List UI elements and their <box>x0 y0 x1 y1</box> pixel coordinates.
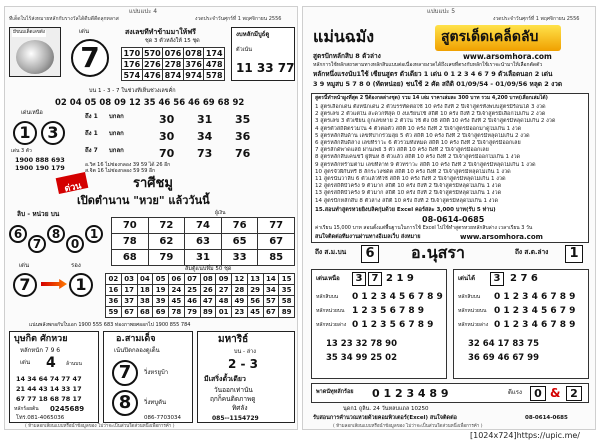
lc-box-2-value: 7 <box>371 273 379 284</box>
stats-item: 3 สูตรเลข 3 ตัวเซียน ถูกเลขหาย 2 ตัวใน ใช้ ตั้ง 08 สถิติ 10 ครั้ง ถึงที่ 2 ปีเจ้าสูตรมีหลุดไม่เกิน 2 งวด <box>315 118 556 125</box>
rc-l1: 32 64 17 83 75 <box>468 339 539 349</box>
tennis-circle-1 <box>13 273 37 297</box>
small-grid-cell: 89 <box>279 307 295 318</box>
stats-header: สูตรนี้ทำหน้าผูงที่สุด 2 ปีต้องกลล่างชุด) รวม 14 เล่ม ราคาเล่มละ 300 บาท รวม 4,200 บาท(เลือกเล่มได้) <box>315 95 548 101</box>
ten-row-label: ถึง 1 <box>85 130 98 137</box>
main-bubble: 6 <box>9 225 27 243</box>
big-table-header: ชุด 3 ตัวหลังให้ 15 ชุด <box>145 38 200 44</box>
col-row-key: หลักหน่วยบน <box>458 308 487 314</box>
col-row-value: 0 1 2 3 4 6 7 8 9 <box>494 320 576 330</box>
brand-right: สูตรเด็ดเคล็ดลับ <box>441 29 539 45</box>
dec-number: 7 <box>80 41 100 74</box>
b1-label2: หลักร้อยต้น <box>14 406 39 412</box>
big-table-cell: 278 <box>164 59 182 69</box>
intro-line-3: 3 9 หมูสบ 5 7 8 0 (ทัดหน่อย) ชนใช้ 2 ศัด สถิติ 01/09/54 - 01/09/56 หลุด 2 งวด <box>313 80 563 88</box>
right-mini-card <box>231 27 295 81</box>
right-url: www.arsomhora.com <box>463 52 552 61</box>
bottom-box-1 <box>9 331 99 423</box>
ten-row-val: 34 <box>197 130 213 143</box>
left-top-card <box>9 27 61 77</box>
small-grid-cell: 68 <box>137 307 153 318</box>
ten-row-val: 73 <box>197 147 213 160</box>
small-grid-cell: 39 <box>153 296 169 307</box>
main-table-cell: 78 <box>112 234 149 250</box>
author-name: อ.นุสรา <box>411 243 465 262</box>
digit-row: 02 04 05 08 09 12 35 46 56 46 69 68 92 <box>55 98 245 108</box>
lucky-sub: เด่น 3 ตัว <box>11 148 32 154</box>
small-grid <box>105 273 295 318</box>
big-table-row <box>122 48 225 59</box>
big-table-cell: 574 <box>123 70 141 80</box>
intro-line-2: หลักหนึ่งแรงนับ1ใช้ เซียนสูตร ตัวเดียว 1 เด่น 0 1 2 3 4 6 7 9 ตัวเลือดนอก 2 เด่น <box>313 70 553 78</box>
rasi-badge: ด่วน <box>63 181 83 195</box>
lucky-pair-2: 3 <box>47 123 59 142</box>
b3-text-1: วันออกเท่านัน <box>214 386 253 394</box>
left-top-card-title: มีขนมเด็ดเลขดัง <box>13 30 45 35</box>
ten-note-1: อ.วิศ 16 ไม่ช่องกลอง 39 59 ได้ 26 อีก <box>85 162 171 168</box>
stats-item: 8 สูตรหลักสิบเคนชวี ผู่หิ่นห 8 ตัวแล้ว สถิติ 10 ครั้ง ถึงที่ 2 ปีเจ้าสูตรมีออกไม่เกิน 1 งวด <box>315 154 521 161</box>
small-grid-cell: 19 <box>153 285 169 296</box>
stats-panel <box>311 93 589 243</box>
br-amp: & <box>550 386 561 400</box>
rasi-badge-wrap <box>56 172 89 194</box>
small-grid-cell: 47 <box>200 296 216 307</box>
left-page-label: แปบแปะ 4 <box>129 8 158 15</box>
right-url-2: www.arsomhora.com <box>460 233 543 241</box>
small-grid-cell: 37 <box>121 296 137 307</box>
b3-text-3: ทิศลัง <box>232 404 248 412</box>
dec-number-badge <box>71 39 109 77</box>
main-bubbles <box>9 221 109 261</box>
digit-row-title: บน 1 - 3 - 7 ในช่วงทีเห็นช่วงเลขคั่ก <box>89 88 176 94</box>
stats-item: 6 สูตรหลักสิบดีล่าง เลขที่ราวะ 6 ตัวรวมทั้งหมด สถิติ 10 ครั้ง ถึงที่ 2 ปีเจ้าสูตรมีออกเลย <box>315 140 521 146</box>
lc-rows <box>314 292 446 336</box>
b2-circle-2 <box>112 390 138 416</box>
b3-cap: มีเสริ่งตั้วเดียว <box>204 375 246 383</box>
ten-row <box>85 128 295 144</box>
dec-label: เด่น <box>79 28 90 35</box>
small-grid-cell: 69 <box>153 307 169 318</box>
ten-row-tag: บกลก <box>109 130 124 137</box>
small-grid-cell: 79 <box>184 307 200 318</box>
main-table-title: ส้มตู้แนบพึ่ม 50 ชุด <box>185 266 232 272</box>
ten-row-val: 76 <box>235 147 251 160</box>
b3-sub: บน - ล่าง <box>234 349 256 355</box>
lc-l2: 35 34 99 25 02 <box>326 353 397 363</box>
left-footer: ( ห้ามลอกเลียนแบบหรือนำข้อมูลของ ไม่ว่าจะเป็นส่วนใดส่วนหนึ่งเพื่อการค้า ) <box>25 424 175 429</box>
left-header-right: งวดประจำวันศุกร์ที่ 1 พฤศจิกายน 2556 <box>195 16 282 22</box>
stats-item: 10 สูตรจั่วฝีกันทรี 8 ลักระวงซด้ต สถิติ 10 ครั้ง ถึงที่ 2 ปีเจ้าสูตรมีหลุดไม่เกิน 1 งวด <box>315 168 511 175</box>
col-row-key: หลักสิบบน <box>316 294 339 300</box>
main-table-cell: 77 <box>258 218 295 234</box>
right-mini-title: งบหลักมีบูธ์ดู <box>236 31 270 38</box>
stats-item: 4 สูตรตัวสถิดิตรวมใน 4 ตัวต่อตัว สถิติ 10 ครั้ง ถึงที่ 2 ปีเจ้าสูตรมีออกมาดูไม่เกิน 1 งวด <box>315 125 522 132</box>
stats-item: 9 สูตรหลักทรำมต่าม เลขที่ลาท 9 ตัวทราวะ สถิติ 10 ครั้ง ถึงที่ 2 ปีเจ้าสูตรมีหลุดไม่เกิน 1 งวด <box>315 161 536 168</box>
right-footer: ( ห้ามลอกเลียนแบบหรือนำข้อมูลของ ไม่ว่าจะเป็นส่วนใดส่วนหนึ่งเพื่อการค้า ) <box>333 424 483 429</box>
rc-box-value: 3 <box>493 273 501 284</box>
small-grid-cell: 27 <box>216 285 232 296</box>
price-line: ค่าเรียน 15,000 บาท สอนตั้งแต่พื้นฐานในการใช้ Excel ไปใช้ทำสูตรหวยหลักสิบล่าง เวลาเรียน 3 วัน <box>315 225 533 231</box>
big-table-cell: 170 <box>123 48 141 58</box>
rc-label: เด่นได้ <box>458 275 475 282</box>
stats-item: 2 สูตรเลข 2 ตัวแต่ใน สะดวกที่สุด 0 งบเรียนใช้ สถิติ 10 ครั้ง ถึงที่ 2 ปีเจ้าสูตรมีเลือกไม่เกิน 2 งวด <box>315 111 546 118</box>
author-label-left: ถึง ส.ม.บน <box>315 248 347 256</box>
small-grid-cell: 48 <box>216 296 232 307</box>
main-table-cell: 85 <box>258 250 295 266</box>
small-grid-cell: 36 <box>106 296 122 307</box>
b1-sub: ล้านบน <box>66 361 82 367</box>
rc-l2: 36 69 46 67 99 <box>468 353 539 363</box>
small-grid-cell: 59 <box>106 307 122 318</box>
col-row <box>456 306 588 319</box>
b1-row-1: 14 34 64 74 77 47 <box>16 375 82 383</box>
big-table-cell: 570 <box>144 48 161 58</box>
lc-after: 2 1 9 <box>386 273 414 284</box>
ten-row-tag: บกลก <box>109 147 124 154</box>
right-page-label: แปบแปะ 5 <box>427 8 456 15</box>
small-grid-cell: 45 <box>247 307 263 318</box>
b3-text-2: ฤกก็คนติดภาพดู <box>210 395 256 403</box>
main-table-row <box>112 218 295 234</box>
rasi-sub: เปิดตำนาน "หวย" แล้ววันนี้ <box>77 194 210 207</box>
small-grid-cell: 78 <box>169 307 185 318</box>
small-grid-row <box>106 307 295 318</box>
small-grid-cell: 13 <box>247 274 263 285</box>
small-grid-cell: 08 <box>200 274 216 285</box>
order-tel: 08-0614-0685 <box>422 215 485 224</box>
bottom-tel: 08-0614-0685 <box>525 415 568 421</box>
stats-list <box>315 104 587 204</box>
b2-l1: วิ่งหรยูบ้า <box>144 369 169 376</box>
big-table-cell: 578 <box>205 70 223 80</box>
big-table-cell: 176 <box>123 59 141 69</box>
rasi-title: ราศีชมู <box>133 176 173 191</box>
tennis-arrow <box>41 279 67 289</box>
small-grid-cell: 67 <box>121 307 137 318</box>
small-grid-cell: 23 <box>232 307 248 318</box>
ten-row <box>85 111 295 127</box>
rc-rows <box>456 292 588 336</box>
right-right-col <box>453 269 589 379</box>
big-table-cell: 874 <box>164 70 182 80</box>
small-grid-cell: 02 <box>106 274 122 285</box>
ten-row-label: ถึง 7 <box>85 147 98 154</box>
main-table-cell: 70 <box>112 218 149 234</box>
br-box-2 <box>566 386 582 401</box>
b1-extra: 0245689 <box>50 405 85 413</box>
main-table-cell: 68 <box>112 250 149 266</box>
author-box-left-value: 6 <box>365 246 375 261</box>
main-bubble: 8 <box>47 225 65 243</box>
right-left-col <box>311 269 447 379</box>
small-grid-cell: 03 <box>121 274 137 285</box>
stats-item: 1 สูตรเลือกเด่น ตั้งหนักเด่น 2 ตัวบรรทัดต่อใช้ 10 ครั้ง ถึงที่ 2 ปีเจ้าสูตรทั้งพบบสูตรมีร้อนได้ 3 งวด <box>315 104 546 110</box>
tennis-value-1: 7 <box>19 275 31 294</box>
small-grid-cell: 57 <box>263 296 279 307</box>
rc-box <box>490 272 504 286</box>
col-row-key: หลักสิบบน <box>458 294 481 300</box>
b2-big2: 8 <box>118 392 132 413</box>
small-grid-cell: 06 <box>169 274 185 285</box>
main-bubble: 7 <box>28 235 46 253</box>
big-table-cell: 478 <box>205 59 223 69</box>
big-table-cell: 174 <box>205 48 223 58</box>
small-grid-cell: 25 <box>184 285 200 296</box>
main-table-row <box>112 234 295 250</box>
b2-line: เน้นปิดกลองดูเด็น <box>114 347 160 354</box>
main-table-cell: 63 <box>185 234 222 250</box>
small-grid-cell: 05 <box>153 274 169 285</box>
big-table-row <box>122 70 225 81</box>
lucky-pair-1: 1 <box>19 123 31 142</box>
big-table-cell: 974 <box>185 70 202 80</box>
ten-row-val: 30 <box>159 113 175 126</box>
b2-circle-1 <box>112 360 138 386</box>
ten-row-val: 36 <box>235 130 251 143</box>
col-row <box>314 292 446 305</box>
small-grid-row <box>106 274 295 285</box>
small-grid-cell: 17 <box>121 285 137 296</box>
left-header-left: ทีเด็ดใบไร้ส่งหมายหลักกับรางวัลได้ดีบดีดีดลุกทลาส <box>9 16 119 22</box>
small-grid-cell: 07 <box>184 274 200 285</box>
big-table-cell: 076 <box>164 48 182 58</box>
b1-big: 4 <box>46 355 56 371</box>
rc-after: 2 7 6 <box>510 273 538 284</box>
bottom-strip: แน่นพลังพกอกับใบเอก 1900 555 683 ท่องภาพยศออกไป 1900 855 784 <box>29 322 191 328</box>
b1-line: หลักหนัก 7 9 6 <box>20 347 61 354</box>
bottom-addr: นุดก1 ถูลิน. 24 วันหลบแถล 10250 <box>343 406 429 412</box>
small-grid-cell: 18 <box>137 285 153 296</box>
small-grid-cell: 15 <box>279 274 295 285</box>
b1-row-3: 67 77 18 68 78 17 <box>16 395 82 403</box>
ten-row-val: 35 <box>235 113 251 126</box>
main-table-cell: 33 <box>221 250 258 266</box>
b3-pair: 2 - 3 <box>228 357 259 371</box>
small-grid-cell: 46 <box>184 296 200 307</box>
small-grid-cell: 26 <box>200 285 216 296</box>
col-row <box>314 320 446 333</box>
b1-row-2: 21 44 43 14 33 17 <box>16 385 82 393</box>
col-row <box>314 306 446 319</box>
small-grid-row <box>106 296 295 307</box>
small-grid-cell: 28 <box>232 285 248 296</box>
formula-title: สูตรปักหลักสิบ 8 ตัวล่าง <box>313 52 381 60</box>
stats-item: 11 สูตรนั่นวาลีบ 6 ตัวแล้วที่ใช้ สถิติ 10 ครั้ง ถึงที่ 2 ปีเจ้าสูตรมีหลุดไม่เกิน 1 งวด <box>315 176 506 182</box>
ornament-image <box>16 40 54 74</box>
main-table-cell: 79 <box>148 250 185 266</box>
br-digits: 0 1 2 3 4 8 9 <box>372 387 449 400</box>
col-row-value: 0 1 2 3 4 5 6 7 9 <box>494 306 576 316</box>
small-grid-cell: 67 <box>263 307 279 318</box>
col-row-key: หลักหน่วยล่าง <box>458 322 489 328</box>
lc-box-2 <box>368 272 382 286</box>
small-grid-cell: 09 <box>216 274 232 285</box>
bottom-box-2 <box>103 331 193 423</box>
lc-box-1-value: 3 <box>355 273 363 284</box>
b3-tel: 085--1154729 <box>212 415 259 422</box>
small-grid-cell: 24 <box>169 285 185 296</box>
b2-tel: 086-7703034 <box>144 415 181 421</box>
col-row-value: 0 1 2 3 5 6 7 8 9 <box>352 320 434 330</box>
br-box-2-value: 2 <box>570 387 578 400</box>
lucky-circle-2 <box>41 121 65 145</box>
right-header-right: งวดประจำวันศุกร์ที่ 1 พฤศจิกายน 2556 <box>493 16 580 22</box>
col-row-value: 0 1 2 3 4 5 6 7 8 9 <box>352 292 443 302</box>
ten-row-label: ถึง 1 <box>85 113 98 120</box>
right-bottom-row <box>311 383 589 403</box>
b3-title: มหาริธ์ <box>218 334 249 345</box>
left-page <box>4 6 298 430</box>
main-bubble: 1 <box>85 225 103 243</box>
small-grid-cell: 01 <box>216 307 232 318</box>
stats-item: 5 สูตรหลักสิบด้าน เลขที่ปากร่วมลุ่ย 5 ตัว สถิติ 10 ครั้ง ถึงที่ 2 ปีเจ้าสูตรมีหลุดไม่เกิน 2 งวด <box>315 132 530 139</box>
small-grid-cell: 49 <box>232 296 248 307</box>
col-row-value: 0 1 2 3 4 6 7 8 9 <box>494 292 576 302</box>
big-table-cell: 376 <box>185 59 202 69</box>
small-grid-cell: 38 <box>137 296 153 307</box>
brand-right-box <box>435 25 561 51</box>
lucky-extra: 1900 190 179 <box>15 164 65 172</box>
big-table-row <box>122 59 225 70</box>
ten-note-2: ส.จิต 16 ไม่ช่องกลอง 59 59 อีก <box>85 168 156 174</box>
lc-box-1 <box>352 272 366 286</box>
ten-row-val: 70 <box>159 147 175 160</box>
ten-row-val: 30 <box>159 130 175 143</box>
ten-row <box>85 145 295 161</box>
ten-row-val: 31 <box>197 113 213 126</box>
br-box-1-value: 0 <box>534 387 542 400</box>
right-mini-sub: ตัวเน้น <box>236 47 253 53</box>
lc-label: เด่นเหนือ <box>316 275 340 282</box>
tennis-circle-2 <box>69 273 93 297</box>
tennis-badge-2: รอง <box>71 262 81 269</box>
br-tag: ดีแรง <box>508 389 522 396</box>
bottom-mail: รับสอนการคำนวณหวยด้วยคอมพิวเตอร์(Excel) สนใจติดต่อ <box>313 415 457 421</box>
col-row-key: หลักหน่วยบน <box>316 308 345 314</box>
small-grid-cell: 34 <box>263 285 279 296</box>
small-grid-cell: 12 <box>232 274 248 285</box>
small-grid-cell: 58 <box>279 296 295 307</box>
main-table-row <box>112 250 295 266</box>
small-grid-cell: 14 <box>263 274 279 285</box>
main-table-cell: 67 <box>258 234 295 250</box>
author-box-right-value: 1 <box>569 246 579 261</box>
main-table-cell: 65 <box>221 234 258 250</box>
stats-item: 14 สูตรปักหลักสิบ 8 ตัวล่าง สถิติ 10 ครั้ง ถึงที่ 2 ปีเจ้าสูตรมีหลุดไม่เกิน 1 งวด <box>315 197 499 204</box>
col-row-value: 1 2 3 5 6 7 8 9 <box>352 306 425 316</box>
stats-item: 12 สูตรสถิติบัวครั้ง 9 ตัวมาก สถิติ 10 ครั้ง ถึงที่ 2 ปีเจ้าสูตรมีหลุดไม่เกิน 1 งวด <box>315 183 502 190</box>
col-row-key: หลักหน่วยล่าง <box>316 322 347 328</box>
b2-big1: 7 <box>118 362 132 383</box>
main-table-cell: 62 <box>148 234 185 250</box>
small-grid-cell: 89 <box>200 307 216 318</box>
col-row <box>456 292 588 305</box>
b2-l2: วิ่งทบูตัน <box>144 399 167 406</box>
big-table-cell: 276 <box>144 59 161 69</box>
main-table-cell: 72 <box>148 218 185 234</box>
tennis-badge-1: เด่น <box>19 262 30 269</box>
small-grid-cell: 35 <box>279 285 295 296</box>
lucky-title: เด่นเหนือ <box>21 110 43 116</box>
big-table-title: สงเลขทีทำข้ามมาให้ฟรี <box>125 28 196 36</box>
tennis-value-2: 1 <box>75 275 87 294</box>
b1-title: บุษกิต ศักหวย <box>14 334 68 344</box>
stats-item: 13 สูตรสถิติบัวครั้ง 9 ตัวมาก สถิติ 10 ครั้ง ถึงที่ 2 ปีเจ้าสูตรมีหลุดไม่เกิน 1 งวด <box>315 190 502 197</box>
big-table <box>121 47 225 81</box>
b2-title: อ.สามเด็จ <box>116 334 156 344</box>
intro-line-1: หลักการใช้หลักสถรตามทางหลักสิบแบบต่อเนื่องหลายงวดได้ถึงเลขที่ตรงกับหลักใช้เราจะนำมาให้เลือกตัดตัว <box>313 62 543 68</box>
author-box-left <box>361 245 379 263</box>
main-label: ลิบ - หน่วย บน <box>17 210 60 218</box>
b1-label: เด่น <box>20 359 31 366</box>
lucky-sub-val: 1900 888 693 <box>15 156 65 164</box>
col-row <box>456 320 588 333</box>
author-box-right <box>565 245 583 263</box>
small-grid-cell: 04 <box>137 274 153 285</box>
main-table-cell: 74 <box>185 218 222 234</box>
brand-left: แม่นฉมัง <box>313 27 375 46</box>
b1-tel: โทร.081-4065036 <box>16 415 65 421</box>
right-mini-value: 11 33 77 <box>236 61 295 75</box>
main-table-cell: 76 <box>221 218 258 234</box>
small-grid-row <box>106 285 295 296</box>
small-grid-cell: 56 <box>247 296 263 307</box>
stats-item: 7 สูตรลักด์พาดแล่ย์ ผ่านเพย์ 3 ตัว สถิติ 10 ครั้ง ถึงที่ 2 ปีเจ้าสูตรมีออกเลย <box>315 147 489 154</box>
ten-rows <box>85 111 295 165</box>
ten-row-tag: บกลก <box>109 113 124 120</box>
small-grid-cell: 45 <box>169 296 185 307</box>
main-table-cell: 31 <box>185 250 222 266</box>
br-box-1 <box>530 386 546 401</box>
watermark: [1024x724]https://upic.me/ <box>470 431 581 440</box>
main-table <box>111 217 295 266</box>
small-grid-cell: 29 <box>247 285 263 296</box>
right-page <box>302 6 596 430</box>
big-table-cell: 078 <box>185 48 202 58</box>
lucky-circle-1 <box>13 121 37 145</box>
contact-line: สนใจติดต่อทีมงานผ่านทางอีเมลเว็บ ส่งหมาย <box>315 234 421 240</box>
main-bubble: 0 <box>66 235 84 253</box>
lc-l1: 13 23 32 78 90 <box>326 339 397 349</box>
rasi-author: ผู้เงิน <box>215 210 226 216</box>
big-table-cell: 476 <box>144 70 161 80</box>
br-label: พาดนัทุหลักร้อย <box>316 389 354 395</box>
small-grid-cell: 16 <box>106 285 122 296</box>
author-label-right: ถึง ส.ต.ล่าง <box>515 248 549 256</box>
order-line: 15.สอนทำสูตรหวยยิงบลิคกุ่มด้วย Excel คอร์สละ 3,000 บาท(รับ 5 ท่าน) <box>315 207 496 213</box>
bottom-box-3 <box>197 331 295 423</box>
